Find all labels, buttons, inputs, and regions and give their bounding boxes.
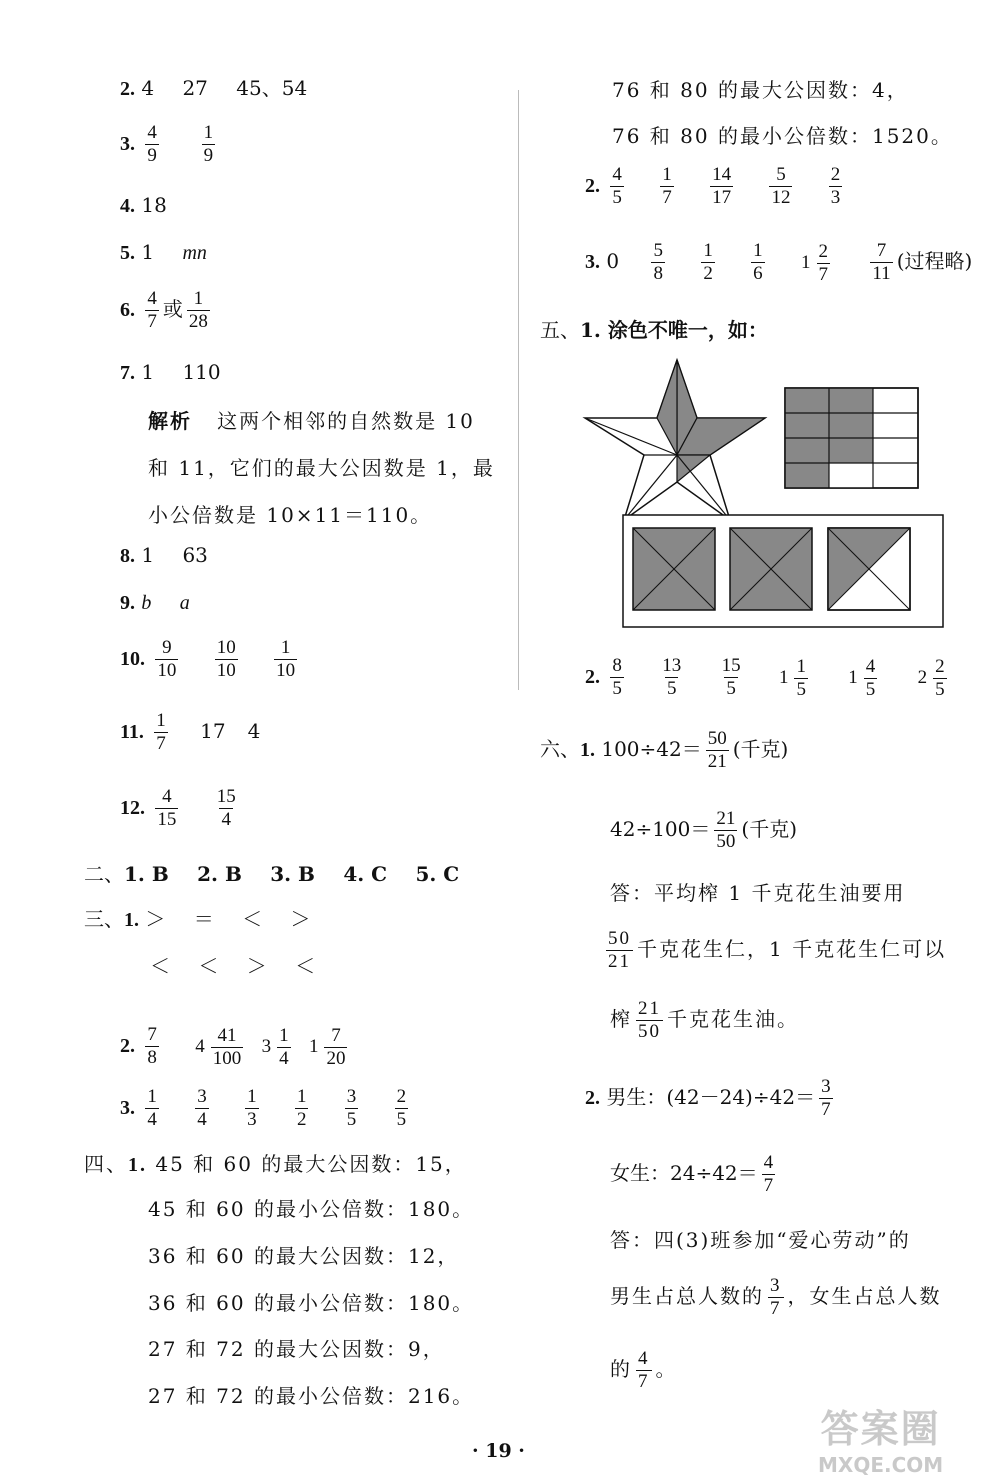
section-4-line2: 45 和 60 的最小公倍数：180。 — [148, 1197, 475, 1221]
watermark — [818, 1398, 943, 1477]
left-q8: 8. 1 63 — [120, 543, 208, 567]
coloring-figures — [580, 355, 960, 635]
analysis-label: 解析 — [148, 409, 192, 433]
section-6-eq1: 六、1. 100÷42＝ $\frac{50}{21}$ (千克) — [540, 728, 789, 772]
fraction: $\frac{4}{15}$ — [157, 786, 177, 830]
fraction: $\frac{15}{4}$ — [216, 786, 236, 830]
section-4-line4: 36 和 60 的最小公倍数：180。 — [148, 1291, 475, 1315]
section-6-eq2: 42÷100＝ $\frac{21}{50}$ (千克) — [610, 808, 797, 852]
watermark-url: MXQE.COM — [818, 1453, 944, 1477]
fraction: $\frac{10}{10}$ — [216, 637, 236, 681]
section-3-row1: 三、1. ＞ ＝ ＜ ＞ — [84, 907, 311, 931]
left-q6: 6. $\frac{4}{7}$ 或 $\frac{1}{28}$ — [120, 288, 208, 332]
section-6-answer5: 男生占总人数的 $\frac{3}{7}$ ，女生占总人数 — [610, 1275, 942, 1319]
mixed-number: 4 41 100 — [195, 1024, 242, 1069]
left-q7: 7. 1 110 — [120, 360, 221, 384]
left-q11: 11. $\frac{1}{7}$ 17 4 — [120, 710, 261, 754]
squares-figure — [623, 515, 943, 627]
fraction: $\frac{9}{10}$ — [157, 637, 177, 681]
right-q2: 2. $\frac{4}{5}$ $\frac{1}{7}$ $\frac{14}{17}$ $\frac{5}{12}$ $\frac{2}{3}$ — [585, 164, 841, 208]
fraction: $\frac{4}{9}$ — [147, 122, 157, 166]
section-3-q2: 2. $\frac{7}{8}$ 4 41 100 3 1 4 1 7 20 — [120, 1024, 355, 1070]
column-divider — [518, 90, 519, 690]
star-figure — [585, 360, 765, 520]
analysis-line3: 小公倍数是 10×11＝110。 — [148, 503, 433, 527]
left-q5: 5. 1 mn — [120, 240, 207, 264]
section-6-girls: 女生：24÷42＝ $\frac{4}{7}$ — [610, 1152, 774, 1196]
fraction: $\frac{1}{7}$ — [156, 710, 166, 754]
analysis-line2: 和 11，它们的最大公因数是 1，最 — [148, 456, 495, 480]
section-3-q3: 3. $\frac{1}{4}$ $\frac{3}{4}$ $\frac{1}{3}$ $\frac{1}{2}$ $\frac{3}{5}$ $\frac{2}{5}$ — [120, 1086, 407, 1130]
mixed-number: 1 7 20 — [308, 1024, 346, 1069]
section-5-q2: 2. $\frac{8}{5}$ $\frac{13}{5}$ $\frac{15}{5}$ 1 1 5 1 4 5 2 2 5 — [585, 655, 945, 700]
page-number: · 19 · — [472, 1440, 525, 1462]
watermark-title: 答案圈 — [820, 1406, 941, 1451]
section-5-q1: 五、1. 涂色不唯一，如： — [540, 318, 768, 342]
left-q4: 4. 18 — [120, 193, 167, 217]
left-q10: 10. $\frac{9}{10}$ $\frac{10}{10}$ $\frac{1}{10}$ — [120, 637, 296, 681]
section-6-answer1: 答：平均榨 1 千克花生油要用 — [610, 881, 906, 905]
right-line2: 76 和 80 的最小公倍数：1520。 — [612, 124, 953, 148]
analysis-line1: 解析 这两个相邻的自然数是 10 — [148, 409, 475, 433]
fraction: $\frac{1}{10}$ — [276, 637, 296, 681]
section-6-boys: 2. 男生：(42－24)÷42＝ $\frac{3}{7}$ — [585, 1076, 831, 1120]
section-4-line6: 27 和 72 的最小公倍数：216。 — [148, 1384, 475, 1408]
right-q3: 3. 0 $\frac{5}{8}$ $\frac{1}{2}$ $\frac{1}{6}$ 1 2 7 $\frac{7}{11}$ (过程略) — [585, 240, 973, 285]
section-3-row2: ＜ ＜ ＞ ＜ — [150, 954, 316, 978]
left-q2: 2. 4 27 45、54 — [120, 76, 308, 100]
right-line1: 76 和 80 的最大公因数：4， — [612, 78, 909, 102]
section-4-line1: 四、1. 45 和 60 的最大公因数：15， — [84, 1152, 467, 1176]
section-6-answer6: 的 $\frac{4}{7}$ 。 — [610, 1348, 678, 1392]
section-4-line5: 27 和 72 的最大公因数：9， — [148, 1337, 445, 1361]
fraction: $\frac{1}{28}$ — [188, 288, 208, 332]
section-4-line3: 36 和 60 的最大公因数：12， — [148, 1244, 460, 1268]
section-2: 二、1. B 2. B 3. B 4. C 5. C — [84, 862, 460, 886]
section-6-answer3: 榨 $\frac{21}{50}$ 千克花生油。 — [610, 998, 799, 1042]
section-6-answer2: $\frac{50}{21}$ 千克花生仁，1 千克花生仁可以 — [608, 928, 947, 972]
mixed-number: 3 1 4 — [261, 1024, 289, 1069]
left-q3: 3. $\frac{4}{9}$ $\frac{1}{9}$ — [120, 122, 214, 166]
left-q12: 12. $\frac{4}{15}$ $\frac{15}{4}$ — [120, 786, 236, 830]
grid-figure — [785, 388, 918, 488]
fraction: $\frac{4}{7}$ — [147, 288, 157, 332]
fraction: $\frac{1}{9}$ — [203, 122, 214, 166]
fraction: $\frac{7}{8}$ — [147, 1024, 157, 1068]
section-6-answer4: 答：四(3)班参加“爱心劳动”的 — [610, 1228, 911, 1252]
left-q9: 9. b a — [120, 592, 190, 614]
